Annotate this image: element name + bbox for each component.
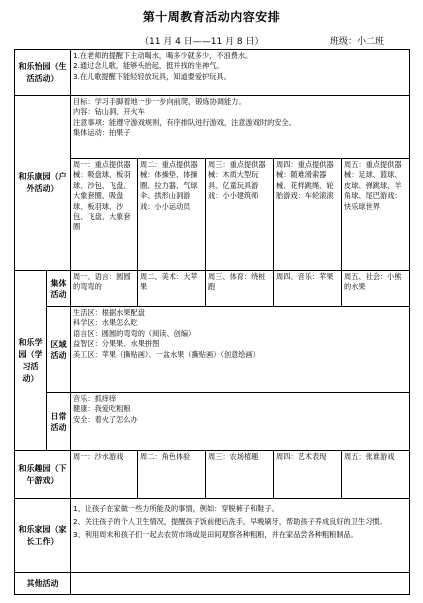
outdoor-info	[71, 96, 410, 159]
outdoor-day-tue: 周二：重点提供器械：体操垫、体操圈、拉力器、气球伞、拱形山洞游戏：小小运动员	[138, 159, 206, 271]
family-content	[71, 499, 410, 573]
outdoor-label: 和乐康园（户外活动）	[15, 96, 71, 271]
play-day-tue: 周二：角色体验	[138, 451, 206, 499]
page-title: 第十周教育活动内容安排	[142, 10, 281, 24]
outdoor-notes: 注意事项：能遵守游戏规则，有序排队进行游戏，注意游戏时的安全。	[73, 117, 296, 127]
group-day-fri: 周五、社会：小熊的水果	[342, 271, 410, 307]
play-day-fri: 周五：张谁游戏	[342, 451, 410, 499]
outdoor-row	[15, 96, 410, 159]
area-label: 区域活动	[47, 307, 71, 393]
life-item: 2.通过念儿歌，能够头抬起，挺并找的坐神气。	[73, 61, 224, 71]
outdoor-day-thu: 周四：重点提供器械：随难滑索器械、花样跳绳、轮胎游戏：车轮滚滚	[274, 159, 342, 271]
family-item: 2、关注孩子的个人卫生情况，提醒孩子饭前便后洗手，早晚刷牙，帮助孩子养成良好的卫生习惯。	[73, 517, 387, 526]
life-item: 3.在儿歌提醒下能轻轻放玩具，知道要爱护玩具。	[73, 71, 231, 81]
family-item: 3、利用周末和孩子们一起去农贸市场或是田间观察各种粗粮，并在家品尝各种粗粮制品。	[73, 530, 358, 539]
outdoor-day-mon: 周一：重点提供器械：吸盘球、板羽球、沙包、飞盘、大象套圈、吸盘球、板羽球、沙包、飞盘、大象套圈	[71, 159, 138, 271]
life-item: 1.在老师的提醒下主动喝水，喝多少就多少，不浪费水。	[73, 51, 253, 60]
area-item: 美工区：苹果（撕贴画）、一盆水果（撕贴画）（创意绘画）	[73, 349, 260, 359]
play-day-thu: 周四：艺术表现	[274, 451, 342, 499]
daily-content	[71, 393, 410, 451]
life-row	[15, 50, 410, 96]
outdoor-goal: 目标：学习手脚着地一步一步向前爬，锻炼协调能力。	[73, 97, 246, 106]
other-label: 其他活动	[15, 573, 71, 595]
outdoor-days-row	[15, 159, 410, 271]
schedule-table	[14, 49, 410, 595]
date-range: （11 月 4 日——11 月 8 日）	[140, 37, 264, 47]
play-label: 和乐趣园（下午游戏）	[15, 451, 71, 499]
other-row	[15, 573, 410, 595]
study-daily-row	[15, 393, 410, 451]
group-day-wed: 周三、体育：绕桩跑	[206, 271, 274, 307]
outdoor-day-wed: 周三：重点提供器械：木质大型玩具、亿童玩具游戏：小小建筑师	[206, 159, 274, 271]
group-day-thu: 周四、音乐：苹果	[274, 271, 342, 307]
group-day-tue: 周二、美术：大苹果	[138, 271, 206, 307]
outdoor-content: 内容：钻山洞、开火车	[73, 107, 145, 117]
life-content	[71, 50, 410, 96]
play-day-wed: 周三：农场植趣	[206, 451, 274, 499]
group-label: 集体活动	[47, 271, 71, 307]
area-content	[71, 307, 410, 393]
group-day-mon: 周一、语言：圆圆的弯弯的	[71, 271, 138, 307]
area-item: 生活区：根据水果配盘	[73, 308, 145, 317]
area-item: 益智区：分果果、水果拼图	[73, 339, 160, 349]
study-area-row	[15, 307, 410, 393]
daily-label: 日常活动	[47, 393, 71, 451]
daily-item: 音乐：抓痒痒	[73, 394, 117, 403]
study-label: 和乐学园（学习活动）	[15, 271, 47, 451]
outdoor-day-fri: 周五：重点提供器械：足球、篮球、皮球、弹跳球、羊角球、尾巴游戏：快乐球世界	[342, 159, 410, 271]
class-label: 班级：小二班	[330, 37, 385, 47]
study-group-row	[15, 271, 410, 307]
life-label: 和乐怡园（生活活动）	[15, 50, 71, 96]
play-day-mon: 周一：沙水游戏	[71, 451, 138, 499]
area-item: 科学区：水果怎么吃	[73, 318, 138, 328]
daily-item: 健康：我爱吃粗粮	[73, 404, 131, 414]
daily-item: 安全：着火了怎么办	[73, 414, 138, 424]
family-row	[15, 499, 410, 573]
play-row	[15, 451, 410, 499]
area-item: 语言区：圆圆的弯弯的（阅读、创编）	[73, 328, 196, 338]
family-label: 和乐家园（家长工作）	[15, 499, 71, 573]
outdoor-sport: 集体运动：拍果子	[73, 128, 131, 138]
other-content	[71, 573, 410, 595]
family-item: 1、让孩子在家做一些力所能及的事情，例如：穿脱裤子和鞋子。	[73, 504, 279, 513]
